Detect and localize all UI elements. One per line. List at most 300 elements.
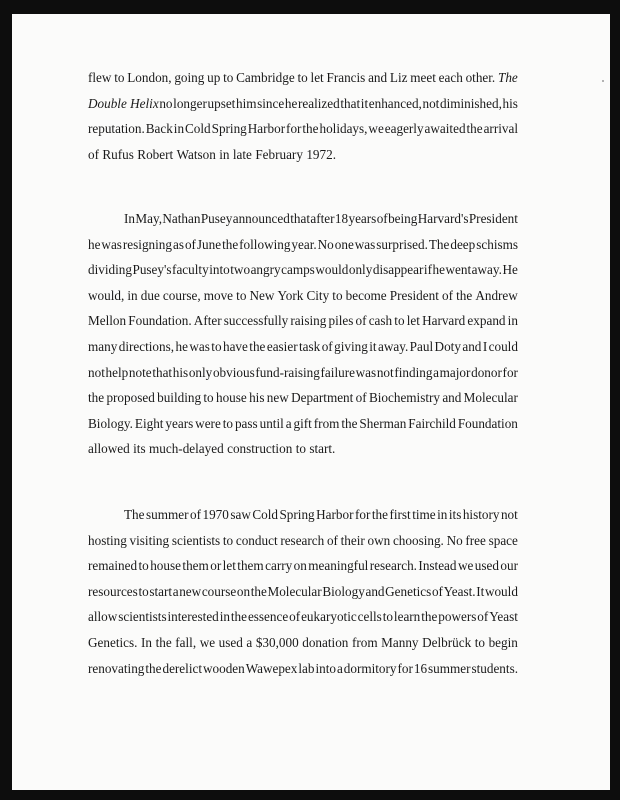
word: carry [265, 558, 293, 574]
word: each [438, 70, 463, 85]
word: to [222, 532, 234, 548]
word: much-delayed [149, 441, 224, 457]
word: derelict [162, 660, 203, 676]
word: it [369, 339, 377, 354]
word: cash [368, 313, 393, 329]
word: he [88, 236, 101, 252]
word: Mellon [88, 313, 127, 329]
word: Cold [252, 507, 278, 522]
word: expand [467, 313, 506, 329]
word: the [421, 609, 438, 625]
word: of [184, 236, 196, 252]
word: In [141, 635, 152, 650]
word: Nathan [162, 211, 201, 226]
word: he [432, 262, 445, 278]
word: that [290, 211, 311, 226]
word: the [466, 121, 483, 137]
text-line [88, 365, 518, 381]
word: in [127, 287, 138, 303]
word: could [488, 339, 518, 354]
word: or [210, 558, 222, 574]
word: for [286, 121, 302, 137]
word: Harvard's [417, 211, 469, 226]
word: of [431, 583, 443, 599]
word: summer [146, 507, 189, 522]
word: to [222, 415, 233, 431]
word: that [152, 364, 173, 380]
word: of [376, 211, 388, 226]
word: The [124, 507, 145, 522]
word: on [236, 583, 251, 599]
word: Delbrück [422, 635, 472, 650]
word: meet [410, 70, 436, 85]
word: we [199, 635, 216, 650]
word: his [172, 364, 189, 380]
word: Cold [185, 121, 211, 137]
word: used [474, 558, 499, 574]
word: camps [281, 262, 315, 278]
word: awaited [424, 121, 466, 137]
word: Sherman [359, 415, 407, 431]
word: would [315, 262, 349, 278]
word: donation [302, 635, 349, 650]
word: disappear [372, 262, 424, 278]
word: Biochemistry [368, 390, 440, 406]
text-line [88, 584, 518, 600]
word: London, [127, 70, 172, 85]
word: begin [488, 635, 518, 650]
text-line [88, 313, 518, 329]
word: learn [393, 609, 421, 625]
word: we [457, 558, 474, 574]
text-line [88, 211, 518, 227]
word: Foundation. [128, 313, 192, 329]
word: fund-raising [255, 364, 320, 380]
word: not [422, 95, 440, 111]
word: Francis [326, 70, 366, 85]
word: Back [145, 121, 173, 137]
word: building [157, 390, 202, 406]
word: the [302, 121, 319, 137]
word: and [368, 70, 388, 85]
word: Spring [211, 121, 247, 137]
word: until [259, 415, 284, 431]
word: Double Helix [88, 95, 159, 111]
word: President [389, 287, 439, 303]
word: going [174, 70, 205, 85]
word: other. [465, 70, 496, 85]
word: Biology. [88, 415, 133, 431]
word: the [371, 507, 388, 522]
word: in [219, 146, 230, 162]
word: Rufus [102, 146, 134, 162]
word: become [345, 287, 387, 303]
word: finding [394, 364, 433, 380]
word: to [114, 70, 125, 85]
word: In [124, 211, 135, 226]
word: The [498, 70, 518, 85]
text-line [88, 70, 518, 86]
word: summer [428, 660, 471, 676]
word: as [172, 236, 184, 252]
word: and [365, 583, 385, 599]
word: May, [135, 211, 162, 226]
word: his [502, 95, 518, 111]
word: the [341, 415, 358, 431]
word: of [477, 609, 489, 625]
word: of [189, 507, 201, 522]
word: being [388, 211, 418, 226]
word: Molecular [463, 390, 518, 406]
word: year. [291, 236, 317, 252]
word: to [295, 441, 306, 457]
word: house [150, 558, 181, 574]
word: eagerly [384, 121, 424, 137]
word: deep [450, 236, 476, 252]
word: President [468, 211, 518, 226]
word: a [172, 583, 179, 599]
word: into [315, 660, 336, 676]
word: directions, [118, 339, 175, 354]
word: After [193, 313, 222, 329]
word: was [101, 236, 122, 252]
word: gift [293, 415, 312, 431]
word: space [488, 532, 518, 548]
word: Instead [418, 558, 457, 574]
word: start [149, 583, 173, 599]
word: New [249, 287, 275, 303]
word: their [340, 532, 365, 548]
word: failure [320, 364, 355, 380]
word: free [465, 532, 486, 548]
word: lab [298, 660, 315, 676]
word: his [249, 390, 265, 406]
word: dividing [88, 262, 132, 278]
word: fall, [175, 635, 197, 650]
word: No [317, 236, 334, 252]
word: wooden [202, 660, 245, 676]
word: not [88, 364, 105, 380]
word: one [334, 236, 354, 252]
word: not [500, 507, 518, 522]
word: of [88, 146, 99, 162]
word: from [351, 635, 378, 650]
word: resources [88, 583, 138, 599]
word: the [88, 390, 105, 406]
word: eukaryotic [301, 609, 357, 625]
word: to [211, 339, 222, 354]
word: arrival [483, 121, 518, 137]
word: research. [369, 558, 417, 574]
word: the [249, 339, 266, 354]
word: task [299, 339, 321, 354]
word: schisms [476, 236, 518, 252]
word: years [348, 211, 377, 226]
word: after [310, 211, 335, 226]
word: the [155, 635, 172, 650]
word: the [250, 583, 267, 599]
word: conduct [235, 532, 278, 548]
word: announced [232, 211, 290, 226]
text-line [88, 558, 518, 574]
word: powers [438, 609, 477, 625]
word: let [310, 70, 324, 85]
word: realized [297, 95, 340, 111]
word: would, [88, 287, 125, 303]
word: into [209, 262, 230, 278]
word: Biology [322, 583, 365, 599]
word: Andrew [475, 287, 518, 303]
word: diminished, [439, 95, 502, 111]
word: to [474, 635, 485, 650]
word: to [332, 287, 343, 303]
word: of [326, 532, 338, 548]
word: June [196, 236, 222, 252]
word: interested [167, 609, 219, 625]
word: went [445, 262, 472, 278]
word: Genetics. [88, 635, 138, 650]
word: It [476, 583, 485, 599]
word: we [368, 121, 384, 137]
text-line [88, 390, 518, 406]
text-line [88, 121, 518, 137]
word: February [255, 146, 303, 162]
word: Department [291, 390, 354, 406]
word: scientists [171, 532, 221, 548]
word: was [354, 236, 376, 252]
word: for [397, 660, 413, 676]
text-line [88, 533, 518, 549]
word: of [441, 287, 453, 303]
text-line [88, 441, 518, 457]
word: surprised. [376, 236, 428, 252]
word: if [423, 262, 432, 278]
word: house [215, 390, 247, 406]
word: it [360, 95, 369, 111]
word: new [266, 390, 289, 406]
word: them [182, 558, 209, 574]
word: allow [88, 609, 118, 625]
word: Yeast [489, 609, 518, 625]
word: pass [234, 415, 258, 431]
word: its [448, 507, 462, 522]
word: renovating [88, 660, 145, 676]
word: no [159, 95, 173, 111]
word: that [340, 95, 361, 111]
text-line [88, 609, 518, 625]
word: York [277, 287, 304, 303]
word: giving [334, 339, 368, 354]
word: the [222, 236, 239, 252]
word: allowed [88, 441, 130, 457]
word: construction [227, 441, 293, 457]
word: to [297, 70, 308, 85]
word: due [140, 287, 160, 303]
word: piles [328, 313, 354, 329]
word: to [138, 583, 149, 599]
word: for [502, 364, 518, 380]
word: faculty [172, 262, 209, 278]
word: holidays, [319, 121, 368, 137]
word: Doty [434, 339, 461, 354]
word: course [201, 583, 237, 599]
word: and [462, 339, 482, 354]
word: the [145, 660, 162, 676]
text-line [88, 147, 518, 163]
word: would [484, 583, 518, 599]
word: 1970 [202, 507, 229, 522]
word: I [482, 339, 488, 354]
word: in [507, 313, 518, 329]
word: of [355, 313, 367, 329]
text-line [88, 262, 518, 278]
word: Pusey [200, 211, 233, 226]
word: essence [247, 609, 289, 625]
word: up [207, 70, 221, 85]
word: donor [471, 364, 502, 380]
word: a [433, 364, 439, 380]
word: Molecular [267, 583, 322, 599]
word: in [173, 121, 185, 137]
word: cells [357, 609, 382, 625]
text-line [88, 339, 518, 355]
word: for [354, 507, 371, 522]
word: let [406, 313, 420, 329]
word: major [439, 364, 471, 380]
word: and [442, 390, 462, 406]
word: to [138, 558, 149, 574]
word: Yeast. [443, 583, 476, 599]
text-line [88, 661, 518, 677]
word: time [412, 507, 436, 522]
word: students. [471, 660, 518, 676]
word: was [189, 339, 210, 354]
word: from [313, 415, 340, 431]
word: Foundation [457, 415, 518, 431]
word: Genetics [385, 583, 432, 599]
word: enhanced, [368, 95, 422, 111]
word: the [456, 287, 473, 303]
word: he [175, 339, 188, 354]
word: in [219, 609, 230, 625]
text-line [88, 635, 518, 651]
word: $30,000 [255, 635, 299, 650]
word: following [239, 236, 291, 252]
word: was [355, 364, 377, 380]
word: Spring [279, 507, 315, 522]
word: to [382, 609, 393, 625]
word: many [88, 339, 118, 354]
word: course, [162, 287, 201, 303]
word: to [236, 287, 247, 303]
word: used [218, 635, 243, 650]
word: its [133, 441, 146, 457]
word: start. [309, 441, 336, 457]
word: our [500, 558, 518, 574]
word: move [203, 287, 234, 303]
word: longer [173, 95, 207, 111]
word: Pusey's [132, 262, 172, 278]
word: let [222, 558, 236, 574]
word: not [376, 364, 394, 380]
word: Cambridge [236, 70, 295, 85]
word: No [446, 532, 463, 548]
word: two [230, 262, 251, 278]
word: have [222, 339, 248, 354]
word: dormitory [343, 660, 397, 676]
word: remained [88, 558, 138, 574]
word: first [389, 507, 411, 522]
word: new [179, 583, 202, 599]
word: He [502, 262, 518, 278]
text-line [88, 416, 518, 432]
word: own [367, 532, 391, 548]
word: flew [88, 70, 112, 85]
word: 18 [334, 211, 349, 226]
word: Harbor [247, 121, 286, 137]
text-line [88, 237, 518, 253]
word: a [285, 415, 292, 431]
word: hosting [88, 532, 127, 548]
word: Robert [137, 146, 174, 162]
word: Harvard [422, 313, 466, 329]
word: away. [377, 339, 409, 354]
word: to [223, 70, 234, 85]
word: Liz [389, 70, 408, 85]
word: Eight [134, 415, 164, 431]
text-line [88, 96, 518, 112]
word: only [188, 364, 213, 380]
word: City [306, 287, 330, 303]
text-line [88, 507, 518, 523]
word: proposed [106, 390, 155, 406]
word: Watson [176, 146, 216, 162]
word: scientists [118, 609, 167, 625]
word: years [165, 415, 194, 431]
word: a [246, 635, 253, 650]
word: he [284, 95, 298, 111]
word: in [437, 507, 448, 522]
word: meaningful [308, 558, 369, 574]
word: the [230, 609, 248, 625]
word: Fairchild [408, 415, 456, 431]
text-line [88, 288, 518, 304]
word: a [336, 660, 343, 676]
word: history [462, 507, 500, 522]
word: of [289, 609, 301, 625]
word: saw [230, 507, 251, 522]
word: reputation. [88, 121, 145, 137]
word: of [355, 390, 367, 406]
word: resigning [122, 236, 172, 252]
word: late [232, 146, 252, 162]
word: him [235, 95, 257, 111]
word: Manny [381, 635, 419, 650]
word: research [280, 532, 325, 548]
word: were [195, 415, 221, 431]
word: The [428, 236, 450, 252]
word: to [203, 390, 214, 406]
word: of [321, 339, 333, 354]
word: 16 [413, 660, 428, 676]
word: Wawepex [245, 660, 298, 676]
word: angry [250, 262, 281, 278]
word: Harbor [316, 507, 354, 522]
word: since [257, 95, 285, 111]
word: successfully [223, 313, 289, 329]
word: only [348, 262, 373, 278]
word: help [105, 364, 129, 380]
